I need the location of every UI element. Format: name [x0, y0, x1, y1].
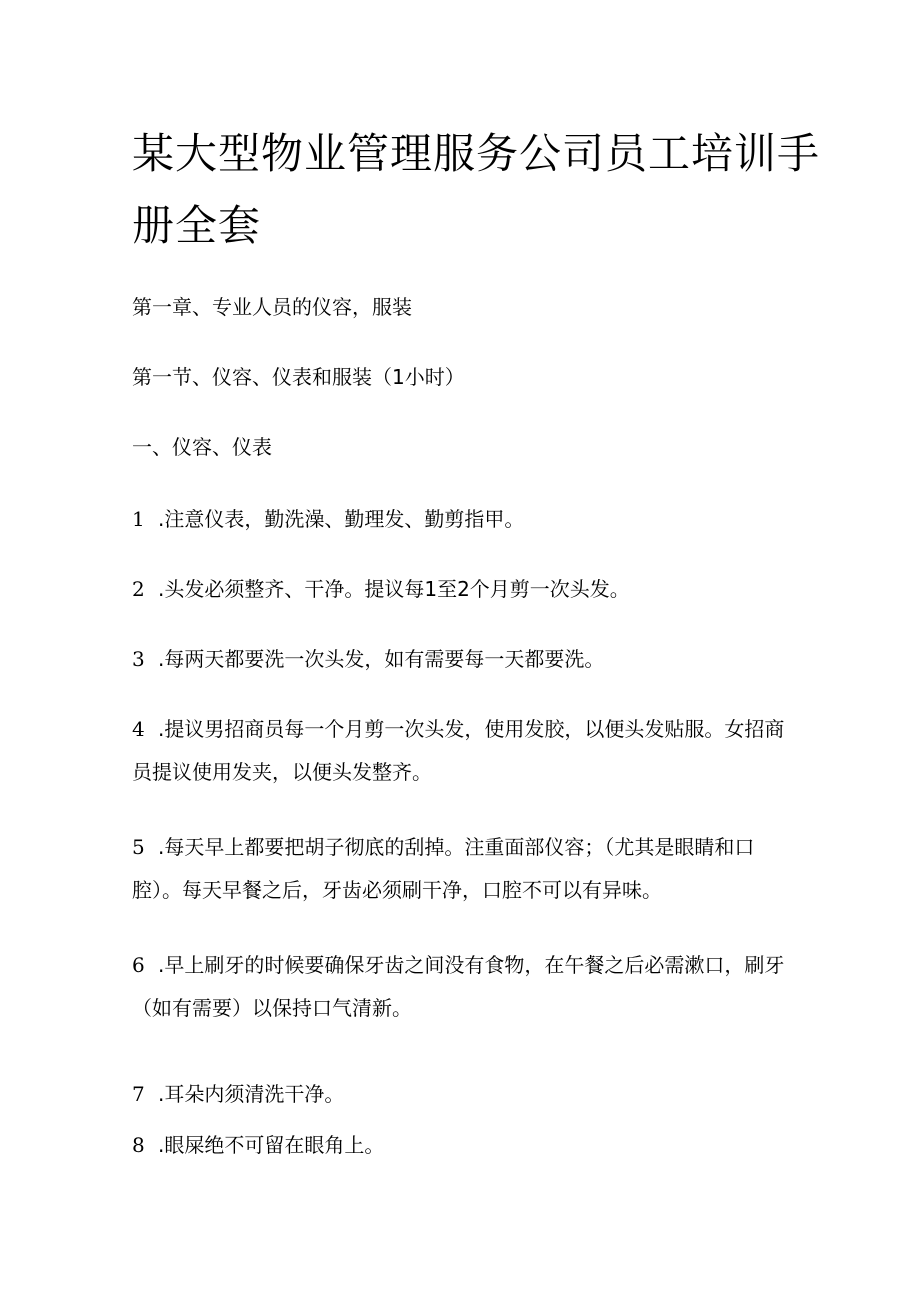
- list-item: [132, 944, 802, 1030]
- document-title: 某大型物业管理服务公司员工培训手册全套: [132, 129, 821, 250]
- subsection-heading: 一、仪容、仪表: [132, 435, 272, 459]
- list-item: [132, 708, 802, 794]
- list-item-number: 5: [132, 835, 145, 859]
- list-item-number: 2: [132, 577, 145, 601]
- list-item: [132, 1074, 344, 1114]
- list-item-text: .每两天都要洗一次头发，如有需要每一天都要洗。: [158, 647, 605, 671]
- list-item-number: 8: [132, 1133, 145, 1157]
- list-item-text: .头发必须整齐、干净。提议每1至2个月剪一次头发。: [158, 577, 630, 601]
- list-item-text: .注意仪表，勤洗澡、勤理发、勤剪指甲。: [158, 507, 525, 531]
- list-item-text: .耳朵内须清洗干净。: [158, 1082, 345, 1106]
- list-item: [132, 569, 630, 609]
- list-item-number: 4: [132, 717, 145, 741]
- list-item-number: 1: [132, 507, 145, 531]
- list-item-number: 7: [132, 1082, 145, 1106]
- list-item-text: .眼屎绝不可留在眼角上。: [158, 1133, 385, 1157]
- list-item: [132, 1125, 384, 1165]
- chapter-heading: 第一章、专业人员的仪容，服装: [132, 295, 412, 319]
- list-item: [132, 639, 604, 679]
- list-item: [132, 499, 524, 539]
- section-heading: 第一节、仪容、仪表和服装（1小时）: [132, 365, 465, 389]
- list-item-text: .提议男招商员每一个月剪一次头发，使用发胶，以便头发贴服。女招商员提议使用发夹，以便头发整齐。: [132, 717, 785, 784]
- list-item-text: .早上刷牙的时候要确保牙齿之间没有食物，在午餐之后必需漱口，刷牙（如有需要）以保持口气清新。: [132, 953, 785, 1020]
- list-item: [132, 826, 802, 912]
- list-item-number: 3: [132, 647, 145, 671]
- list-item-text: .每天早上都要把胡子彻底的刮掉。注重面部仪容；（尤其是眼睛和口腔）。每天早餐之后，牙齿必须刷干净，口腔不可以有异味。: [132, 835, 755, 902]
- list-item-number: 6: [132, 953, 145, 977]
